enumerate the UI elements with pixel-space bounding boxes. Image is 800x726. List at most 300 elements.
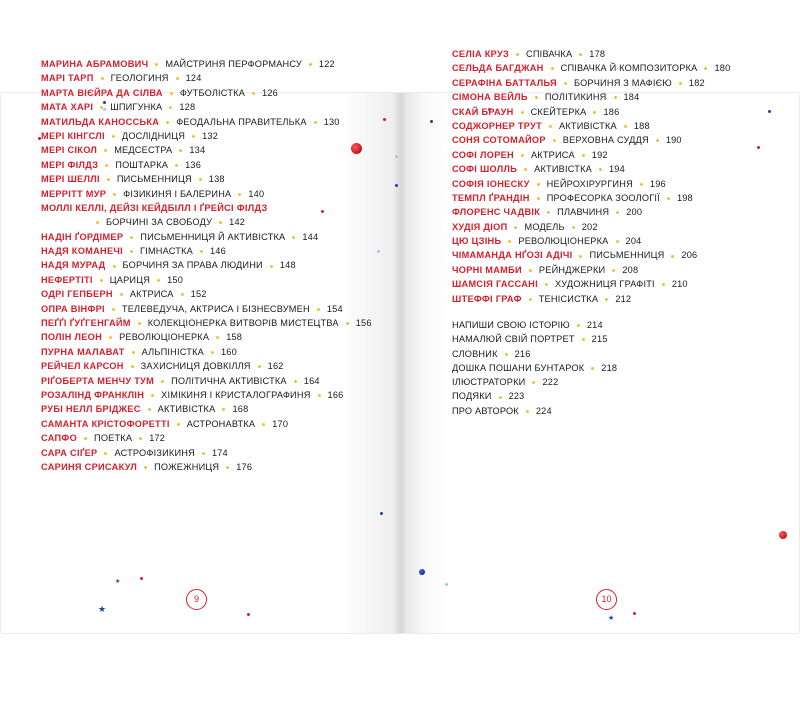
toc-entry[interactable]	[452, 191, 772, 205]
entry-page: 122	[318, 59, 335, 69]
separator-dot	[177, 423, 180, 426]
entry-desc: АСТРОНАВТКА	[186, 418, 256, 429]
toc-entry[interactable]	[41, 446, 381, 460]
toc-entry[interactable]	[452, 119, 772, 133]
entry-desc: ПОЛІТИЧНА АКТИВІСТКА	[171, 375, 287, 386]
separator-dot	[192, 135, 195, 138]
toc-entry[interactable]	[452, 177, 772, 191]
separator-dot	[593, 111, 596, 114]
separator-dot	[226, 466, 229, 469]
entry-desc: ТЕНІСИСТКА	[538, 293, 599, 304]
entry-desc: ХІМІКИНЯ І КРИСТАЛОГРАФИНЯ	[161, 389, 311, 400]
entry-desc: АКТИВІСТКА	[157, 404, 216, 415]
separator-dot	[219, 221, 222, 224]
separator-dot	[101, 77, 104, 80]
separator-dot	[132, 351, 135, 354]
toc-entry[interactable]	[452, 220, 772, 234]
entry-page: 146	[210, 246, 226, 257]
toc-entry[interactable]	[41, 374, 381, 388]
entry-desc: ШПИГУНКА	[110, 102, 163, 113]
entry-desc: СПІВАЧКА	[526, 49, 573, 59]
separator-dot	[521, 154, 524, 157]
page-number-right: 10	[596, 589, 617, 610]
extra-label: НАПИШИ СВОЮ ІСТОРІЮ	[452, 320, 570, 330]
toc-entry[interactable]	[452, 90, 772, 104]
entry-page: 176	[236, 461, 253, 472]
entry-page: 168	[232, 404, 249, 415]
toc-entry[interactable]	[41, 57, 381, 71]
entry-name: НЕФЕРТІТІ	[41, 274, 93, 285]
toc-entry[interactable]	[41, 330, 381, 344]
separator-dot	[551, 67, 554, 70]
separator-dot	[679, 82, 682, 85]
entry-desc: МЕДСЕСТРА	[114, 145, 173, 156]
separator-dot	[175, 164, 178, 167]
entry-desc: БОРЧИНЯ ЗА ПРАВА ЛЮДИНИ	[122, 260, 263, 271]
star-dot-decoration	[247, 613, 250, 616]
entry-page: 134	[189, 145, 206, 156]
separator-dot	[537, 197, 540, 200]
toc-entry[interactable]	[452, 76, 772, 90]
extra-page: 224	[535, 405, 552, 416]
entry-page: 192	[591, 149, 608, 160]
toc-entry[interactable]	[41, 158, 381, 172]
entry-name: САПФО	[41, 433, 78, 444]
separator-dot	[624, 125, 627, 128]
entry-name: МЕРІ СІКОЛ	[41, 145, 98, 156]
entry-page: 198	[676, 192, 693, 203]
entry-desc: ФЕОДАЛЬНА ПРАВИТЕЛЬКА	[176, 116, 307, 127]
toc-extra-entry[interactable]	[452, 347, 752, 361]
entry-desc: ХУДОЖНИЦЯ ГРАФІТІ	[554, 279, 655, 290]
separator-dot	[317, 308, 320, 311]
entry-page: 152	[190, 289, 207, 300]
entry-desc: ПИСЬМЕННИЦЯ	[589, 250, 665, 261]
blue-star-icon: ★	[608, 615, 615, 622]
star-dot-decoration	[395, 184, 398, 187]
separator-dot	[549, 125, 552, 128]
separator-dot	[130, 236, 133, 239]
separator-dot	[667, 197, 670, 200]
separator-dot	[181, 293, 184, 296]
separator-dot	[96, 221, 99, 224]
toc-entry[interactable]	[452, 205, 772, 219]
toc-entry[interactable]	[41, 172, 381, 186]
entry-name: САРА СІҐЕР	[41, 447, 98, 458]
entry-desc: ТЕЛЕВЕДУЧА, АКТРИСА І БІЗНЕСВУМЕН	[121, 303, 310, 314]
separator-dot	[200, 250, 203, 253]
separator-dot	[292, 236, 295, 239]
separator-dot	[614, 96, 617, 99]
separator-dot	[104, 452, 107, 455]
entry-name: ФЛОРЕНС ЧАДВІК	[452, 207, 541, 218]
separator-dot	[161, 380, 164, 383]
separator-dot	[616, 240, 619, 243]
separator-dot	[605, 298, 608, 301]
entry-page: 150	[167, 274, 184, 285]
entry-name: ЦЮ ЦЗІНЬ	[452, 236, 502, 247]
entry-page: 160	[220, 346, 237, 357]
entry-desc: СКЕЙТЕРКА	[530, 106, 587, 117]
separator-dot	[521, 111, 524, 114]
entry-desc: МОДЕЛЬ	[524, 221, 565, 232]
separator-dot	[222, 408, 225, 411]
entry-page: 132	[202, 130, 219, 141]
entry-desc: НЕЙРОХІРУРГИНЯ	[546, 178, 633, 189]
toc-entry[interactable]	[41, 402, 381, 416]
separator-dot	[564, 82, 567, 85]
separator-dot	[704, 67, 707, 70]
entry-desc: ФУТБОЛІСТКА	[179, 87, 246, 98]
entry-desc: РЕЙНДЖЕРКИ	[538, 264, 606, 275]
separator-dot	[170, 92, 173, 95]
toc-entry[interactable]	[41, 316, 381, 330]
entry-name: МЕРІ ФІЛДЗ	[41, 159, 99, 170]
separator-dot	[148, 408, 151, 411]
separator-dot	[157, 279, 160, 282]
separator-dot	[662, 283, 665, 286]
separator-dot	[640, 183, 643, 186]
toc-entry[interactable]	[452, 292, 772, 306]
separator-dot	[529, 298, 532, 301]
separator-dot	[169, 106, 172, 109]
entry-page: 200	[626, 207, 643, 218]
extra-label: ДОШКА ПОШАНИ БУНТАРОК	[452, 362, 585, 373]
book-gutter	[394, 93, 408, 633]
entry-name: СОНЯ СОТОМАЙОР	[452, 135, 546, 146]
entry-name: ПОЛІН ЛЕОН	[41, 332, 103, 343]
toc-entry[interactable]	[452, 234, 772, 248]
entry-desc: АКТИВІСТКА	[559, 120, 617, 131]
entry-desc: АКТРИСА	[129, 289, 174, 300]
separator-dot	[656, 139, 659, 142]
entry-page: 148	[279, 260, 296, 271]
entry-desc: ПОЛІТИКИНЯ	[544, 92, 607, 103]
entry-page: 144	[302, 231, 319, 242]
separator-dot	[547, 211, 550, 214]
entry-name: МАРІ ТАРП	[41, 73, 94, 84]
separator-dot	[532, 381, 535, 384]
entry-page: 138	[208, 174, 225, 185]
toc-entry[interactable]	[41, 273, 381, 287]
toc-entry[interactable]	[41, 201, 381, 215]
entry-desc: ЦАРИЦЯ	[109, 274, 151, 285]
star-dot-decoration	[380, 512, 383, 515]
entry-page: 156	[355, 318, 372, 329]
entry-name: РУБІ НЕЛЛ БРІДЖЕС	[41, 404, 141, 415]
toc-extra-entry[interactable]	[452, 361, 752, 375]
separator-dot	[139, 437, 142, 440]
extra-page: 215	[591, 334, 608, 345]
extra-page: 222	[542, 377, 559, 388]
entry-page: 162	[267, 361, 284, 372]
toc-entry[interactable]	[41, 287, 381, 301]
entry-page: 204	[625, 236, 642, 247]
entry-desc: АЛЬПІНІСТКА	[141, 346, 204, 357]
entry-desc: РЕВОЛЮЦІОНЕРКА	[119, 332, 210, 343]
star-dot-decoration	[633, 612, 636, 615]
entry-page: 154	[326, 303, 343, 314]
entry-page: 126	[262, 87, 278, 98]
toc-entry[interactable]	[41, 129, 381, 143]
extra-label: НАМАЛЮЙ СВІЙ ПОРТРЕТ	[452, 334, 575, 345]
entry-desc: ДОСЛІДНИЦЯ	[121, 130, 186, 141]
entry-page: 194	[608, 164, 625, 175]
toc-entry[interactable]	[452, 248, 772, 262]
right-toc-extras	[452, 318, 752, 418]
toc-entry[interactable]	[452, 133, 772, 147]
separator-dot	[309, 63, 312, 66]
toc-entry[interactable]	[41, 417, 381, 431]
separator-dot	[346, 322, 349, 325]
entry-desc: БОРЧИНЯ З МАФІЄЮ	[573, 77, 672, 88]
separator-dot	[105, 164, 108, 167]
entry-name: ПУРНА МАЛАВАТ	[41, 346, 125, 357]
separator-dot	[535, 96, 538, 99]
entry-desc: АКТИВІСТКА	[534, 164, 592, 175]
entry-name: РЕЙЧЕЛ КАРСОН	[41, 361, 124, 372]
toc-extra-entry[interactable]	[452, 375, 752, 389]
entry-name: НАДІН ҐОРДІМЕР	[41, 231, 124, 242]
separator-dot	[591, 367, 594, 370]
entry-page: 202	[581, 221, 598, 232]
entry-name: РІҐОБЕРТА МЕНЧУ ТУМ	[41, 375, 155, 386]
extra-label: ПРО АВТОРОК	[452, 405, 519, 416]
separator-dot	[120, 293, 123, 296]
star-dot-decoration	[383, 118, 386, 121]
entry-page: 164	[303, 375, 320, 386]
separator-dot	[252, 92, 255, 95]
separator-dot	[599, 168, 602, 171]
entry-name: МЕРІ КІНГСЛІ	[41, 130, 105, 141]
toc-entry[interactable]	[452, 277, 772, 291]
toc-entry[interactable]	[41, 388, 381, 402]
entry-desc: МАЙСТРИНЯ ПЕРФОРМАНСУ	[165, 59, 302, 69]
entry-name: СЕЛІА КРУЗ	[452, 49, 510, 59]
separator-dot	[526, 410, 529, 413]
separator-dot	[545, 283, 548, 286]
toc-extra-entry[interactable]	[452, 318, 752, 332]
toc-entry[interactable]	[452, 263, 772, 277]
entry-page: 170	[272, 418, 289, 429]
blue-planet-decoration	[419, 569, 425, 575]
toc-extra-entry[interactable]	[452, 332, 752, 346]
separator-dot	[270, 265, 273, 268]
separator-dot	[508, 240, 511, 243]
toc-extra-entry[interactable]	[452, 389, 752, 403]
entry-name: ШТЕФФІ ГРАФ	[452, 293, 522, 304]
entry-name: СОФІ ЛОРЕН	[452, 149, 514, 160]
separator-dot	[151, 394, 154, 397]
toc-extra-entry[interactable]	[452, 404, 752, 418]
entry-name: СІМОНА ВЕЙЛЬ	[452, 92, 528, 103]
separator-dot	[612, 269, 615, 272]
toc-entry[interactable]	[452, 105, 772, 119]
toc-entry[interactable]	[452, 162, 772, 176]
separator-dot	[155, 63, 158, 66]
entry-page: 178	[589, 49, 606, 59]
toc-entry[interactable]	[41, 100, 381, 114]
toc-entry[interactable]	[41, 460, 381, 474]
separator-dot	[582, 154, 585, 157]
entry-name: СОДЖОРНЕР ТРУТ	[452, 120, 543, 131]
separator-dot	[318, 394, 321, 397]
toc-entry[interactable]	[41, 302, 381, 316]
separator-dot	[84, 437, 87, 440]
entry-name: ТЕМПЛ ҐРАНДІН	[452, 192, 530, 203]
entry-name: МАТА ХАРІ	[41, 102, 94, 113]
entry-page: 186	[603, 106, 620, 117]
entry-page: 140	[248, 188, 265, 199]
entry-name: ОПРА ВІНФРІ	[41, 303, 105, 314]
toc-entry[interactable]	[41, 230, 381, 244]
separator-dot	[130, 250, 133, 253]
blue-star-icon: ★	[115, 579, 121, 585]
entry-page: 172	[149, 433, 166, 444]
entry-desc: СПІВАЧКА Й КОМПОЗИТОРКА	[560, 63, 698, 74]
separator-dot	[199, 178, 202, 181]
toc-entry[interactable]	[41, 359, 381, 373]
entry-page: 158	[226, 332, 243, 343]
separator-dot	[109, 336, 112, 339]
separator-dot	[579, 53, 582, 56]
toc-entry[interactable]	[41, 431, 381, 445]
separator-dot	[616, 211, 619, 214]
separator-dot	[100, 279, 103, 282]
separator-dot	[100, 106, 103, 109]
extra-page: 214	[586, 320, 603, 330]
toc-entry[interactable]	[41, 258, 381, 272]
right-toc	[452, 47, 772, 306]
entry-desc: ФІЗИКИНЯ І БАЛЕРИНА	[123, 188, 232, 199]
entry-name: СКАЙ БРАУН	[452, 106, 514, 117]
entry-page: 166	[327, 389, 344, 400]
entry-name: РОЗАЛІНД ФРАНКЛІН	[41, 389, 145, 400]
entry-page: 124	[185, 73, 202, 84]
entry-name: МОЛЛІ КЕЛЛІ, ДЕЙЗІ КЕЙДБІЛЛ І ҐРЕЙСІ ФІЛДЗ	[41, 202, 268, 213]
entry-name: НАДЯ МУРАД	[41, 260, 106, 271]
entry-name: ХУДІЯ ДІОП	[452, 221, 508, 232]
toc-entry[interactable]	[452, 61, 772, 75]
separator-dot	[112, 135, 115, 138]
separator-dot	[258, 365, 261, 368]
toc-entry[interactable]	[452, 148, 772, 162]
extra-label: ІЛЮСТРАТОРКИ	[452, 377, 526, 388]
entry-page: 210	[671, 279, 688, 290]
toc-entry[interactable]	[41, 143, 381, 157]
entry-page: 182	[688, 77, 705, 88]
separator-dot	[113, 265, 116, 268]
separator-dot	[113, 193, 116, 196]
entry-desc: ПОШТАРКА	[115, 159, 169, 170]
toc-entry[interactable]	[41, 86, 381, 100]
separator-dot	[138, 322, 141, 325]
entry-page: 128	[179, 102, 196, 113]
toc-entry[interactable]	[452, 47, 772, 61]
extra-page: 216	[514, 348, 531, 359]
star-dot-decoration	[445, 583, 448, 586]
toc-entry[interactable]	[41, 345, 381, 359]
separator-dot	[131, 365, 134, 368]
entry-page: 212	[615, 293, 632, 304]
separator-dot	[529, 269, 532, 272]
entry-desc: ГЕОЛОГИНЯ	[110, 73, 169, 84]
entry-page: 136	[185, 159, 202, 170]
separator-dot	[505, 353, 508, 356]
separator-dot	[582, 338, 585, 341]
red-planet-decoration	[779, 531, 787, 539]
entry-desc: ПРОФЕСОРКА ЗООЛОГІЇ	[546, 192, 660, 203]
star-dot-decoration	[395, 155, 398, 158]
entry-name: МЕРРІТТ МУР	[41, 188, 107, 199]
entry-name: МАТИЛЬДА КАНОССЬКА	[41, 116, 160, 127]
entry-desc: БОРЧИНІ ЗА СВОБОДУ	[106, 217, 213, 228]
entry-desc: ПОЕТКА	[94, 433, 133, 444]
star-dot-decoration	[430, 120, 433, 123]
entry-name: МЕРІ ШЕЛЛІ	[41, 174, 100, 185]
entry-page: 174	[211, 447, 228, 458]
separator-dot	[238, 193, 241, 196]
entry-desc: АСТРОФІЗИКИНЯ	[114, 447, 195, 458]
toc-entry[interactable]	[41, 115, 381, 129]
entry-desc: ПЛАВЧИНЯ	[557, 207, 610, 218]
separator-dot	[524, 168, 527, 171]
page-number-left: 9	[186, 589, 207, 610]
entry-desc: ГІМНАСТКА	[140, 246, 193, 257]
separator-dot	[262, 423, 265, 426]
star-dot-decoration	[140, 577, 143, 580]
entry-page: 142	[229, 217, 246, 228]
entry-name: СОФІЯ ІОНЕСКУ	[452, 178, 530, 189]
entry-page: 180	[714, 63, 731, 74]
entry-name: ШАМСІЯ ГАССАНІ	[452, 279, 538, 290]
toc-entry[interactable]	[41, 244, 381, 258]
blue-star-icon: ★	[98, 604, 107, 614]
entry-desc: ПИСЬМЕННИЦЯ	[116, 174, 192, 185]
entry-desc: КОЛЕКЦІОНЕРКА ВИТВОРІВ МИСТЕЦТВА	[147, 318, 339, 329]
separator-dot	[577, 324, 580, 327]
separator-dot	[216, 336, 219, 339]
separator-dot	[107, 178, 110, 181]
separator-dot	[112, 308, 115, 311]
separator-dot	[579, 255, 582, 258]
extra-page: 223	[508, 391, 525, 402]
separator-dot	[314, 121, 317, 124]
entry-name: ОДРІ ГЕПБЕРН	[41, 289, 113, 300]
entry-name: СОФІ ШОЛЛЬ	[452, 164, 518, 175]
separator-dot	[202, 452, 205, 455]
separator-dot	[166, 121, 169, 124]
separator-dot	[144, 466, 147, 469]
entry-desc: ПОЖЕЖНИЦЯ	[154, 461, 220, 472]
entry-name: ЧІМАМАНДА НҐОЗІ АДІЧІ	[452, 250, 573, 261]
toc-entry[interactable]	[41, 71, 381, 85]
entry-page: 208	[622, 264, 639, 275]
entry-name: ПЕҐҐІ ҐУҐГЕНГАЙМ	[41, 318, 131, 329]
entry-page: 196	[649, 178, 666, 189]
entry-name: МАРТА ВІЄЙРА ДА СІЛВА	[41, 87, 163, 98]
left-toc	[41, 57, 381, 474]
toc-entry-continuation[interactable]	[41, 215, 381, 229]
entry-desc: АКТРИСА	[530, 149, 575, 160]
toc-entry[interactable]	[41, 187, 381, 201]
separator-dot	[499, 396, 502, 399]
entry-page: 206	[681, 250, 698, 261]
extra-label: ПОДЯКИ	[452, 391, 492, 402]
separator-dot	[516, 53, 519, 56]
extra-page: 218	[601, 362, 618, 373]
entry-name: САРИНЯ СРИСАКУЛ	[41, 461, 138, 472]
